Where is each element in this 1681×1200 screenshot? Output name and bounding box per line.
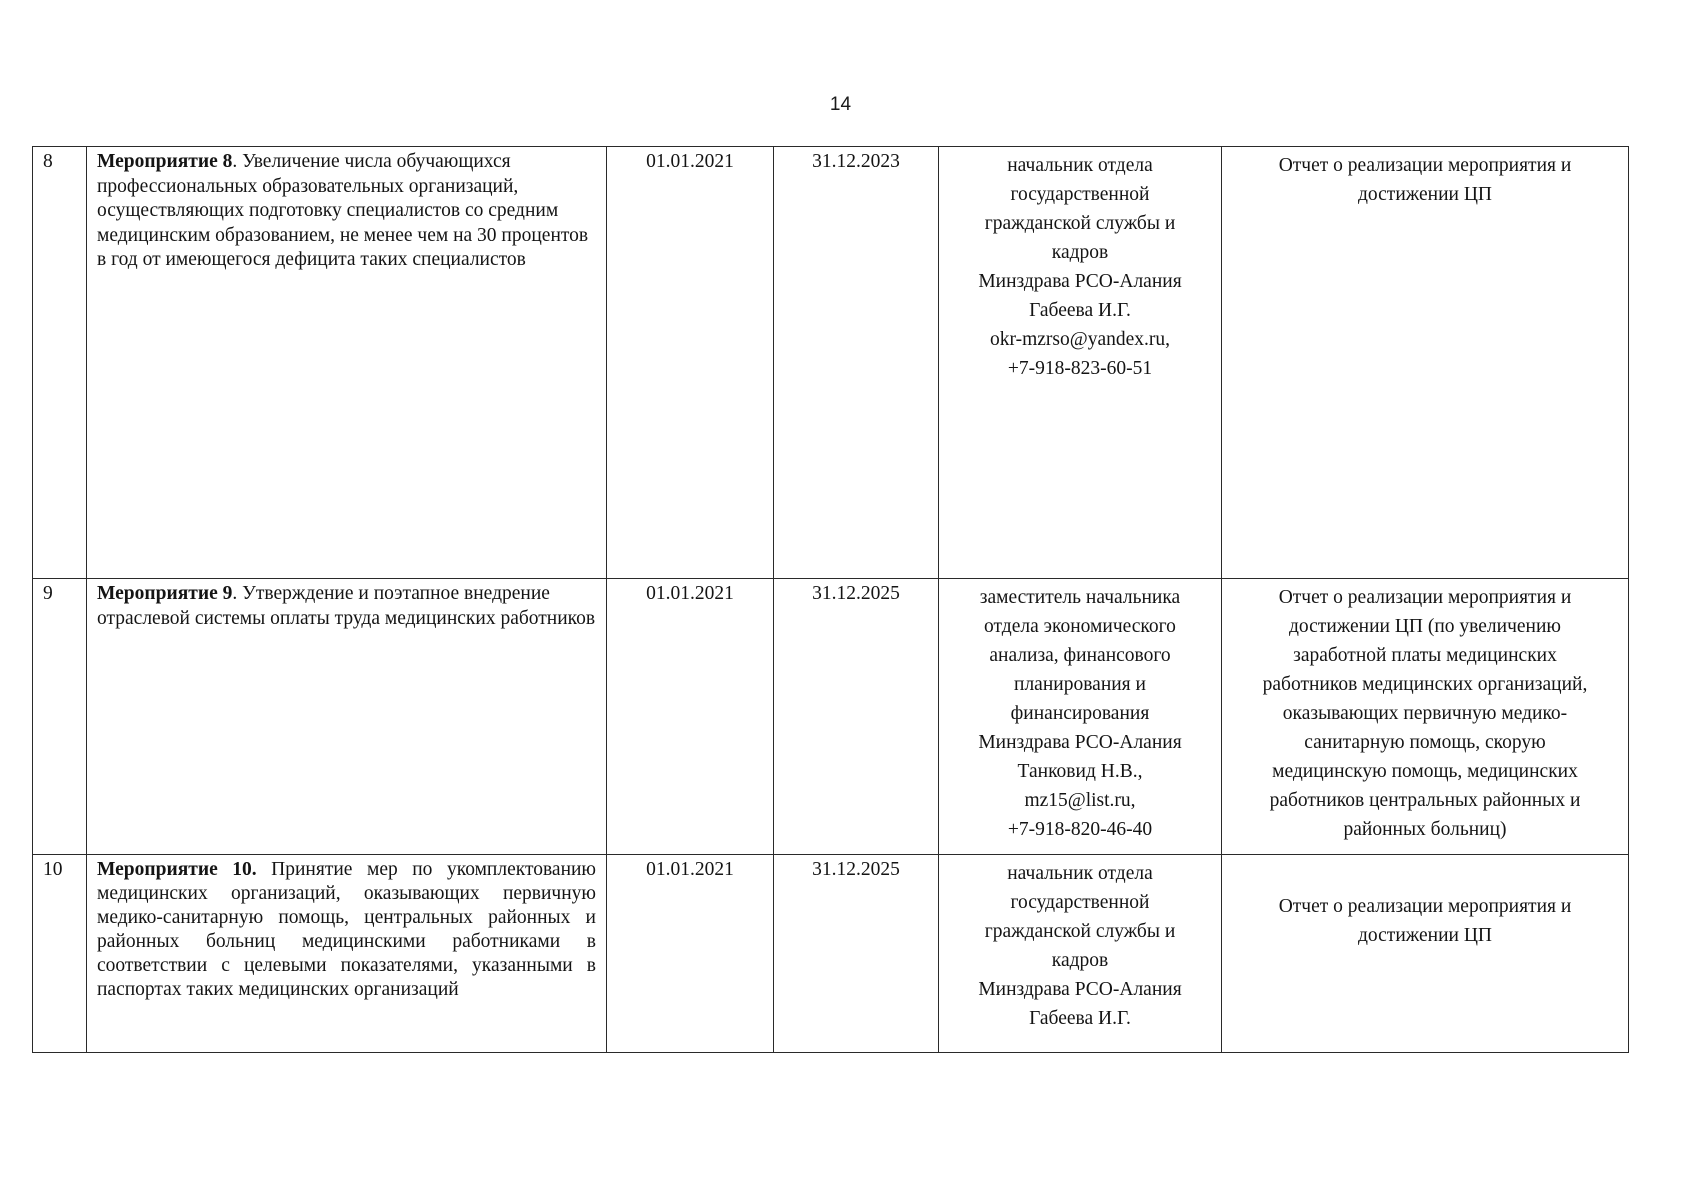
expected-result (1222, 579, 1629, 855)
responsible-line: Минздрава РСО-Алания (978, 732, 1182, 753)
responsible-line: государственной (1010, 892, 1150, 913)
responsible-line: анализа, финансового (989, 645, 1171, 666)
activity-text: . Утверждение и поэтапное внедрение отраслевой системы оплаты труда медицинских работников (97, 583, 596, 629)
result-line: районных больниц) (1343, 819, 1507, 840)
result-line: заработной платы медицинских (1293, 645, 1557, 666)
activity-description (87, 855, 607, 1053)
responsible-email: okr-mzrso@yandex.ru, (989, 329, 1170, 350)
result-line: работников центральных районных и (1269, 790, 1581, 811)
responsible-phone: +7-918-820-46-40 (1007, 819, 1153, 840)
responsible-line: государственной (1010, 184, 1150, 205)
page-number: 14 (829, 94, 852, 115)
responsible-line: кадров (1051, 950, 1109, 971)
end-date: 31.12.2025 (774, 855, 939, 1053)
activities-table (32, 146, 1629, 1053)
end-date: 31.12.2025 (774, 579, 939, 855)
table-row (33, 855, 1629, 1053)
responsible-line: планирования и (1014, 674, 1146, 695)
responsible-line: отдела экономического (984, 616, 1176, 637)
end-date: 31.12.2023 (774, 147, 939, 579)
activity-text: . Увеличение числа обучающихся профессиональных образовательных организаций, осуществляющих подготовку специалистов со средним медицинским образованием, не менее чем на 30 процентов в год от имеющегося дефицита таких специалистов (97, 151, 589, 270)
activity-title: Мероприятие 10. (97, 859, 257, 880)
expected-result (1222, 855, 1629, 1053)
responsible-line: финансирования (1010, 703, 1150, 724)
result-line: Отчет о реализации мероприятия и (1278, 896, 1572, 917)
responsible-phone: +7-918-823-60-51 (1007, 358, 1153, 379)
activity-description (87, 147, 607, 579)
start-date: 01.01.2021 (607, 579, 774, 855)
row-number: 8 (33, 147, 87, 579)
responsible-person (939, 855, 1222, 1053)
responsible-line: Габеева И.Г. (1029, 300, 1131, 321)
responsible-email: mz15@list.ru, (1024, 790, 1136, 811)
responsible-line: начальник отдела (1007, 863, 1153, 884)
responsible-person (939, 579, 1222, 855)
result-line: Отчет о реализации мероприятия и (1278, 587, 1572, 608)
responsible-line: Габеева И.Г. (1029, 1008, 1131, 1029)
table-row (33, 579, 1629, 855)
result-line: оказывающих первичную медико- (1282, 703, 1568, 724)
result-line: достижении ЦП (1358, 925, 1492, 946)
expected-result (1222, 147, 1629, 579)
activity-title: Мероприятие 8 (97, 151, 233, 172)
result-line: работников медицинских организаций, (1262, 674, 1588, 695)
start-date: 01.01.2021 (607, 855, 774, 1053)
result-line: достижении ЦП (1358, 184, 1492, 205)
responsible-person (939, 147, 1222, 579)
responsible-line: кадров (1051, 242, 1109, 263)
table-row (33, 147, 1629, 579)
responsible-line: гражданской службы и (984, 921, 1176, 942)
result-block (1230, 892, 1620, 950)
responsible-line: начальник отдела (1007, 155, 1153, 176)
start-date: 01.01.2021 (607, 147, 774, 579)
result-line: санитарную помощь, скорую (1304, 732, 1546, 753)
responsible-line: гражданской службы и (984, 213, 1176, 234)
responsible-line: Минздрава РСО-Алания (978, 271, 1182, 292)
activity-text: Принятие мер по укомплектованию медицинских организаций, оказывающих первичную медико-санитарную помощь, центральных районных и районных больниц медицинскими работниками в соответствии с целевыми показателями, указанными в паспортах таких медицинских организаций (97, 859, 597, 1000)
responsible-line: заместитель начальника (979, 587, 1181, 608)
row-number: 10 (33, 855, 87, 1053)
result-line: Отчет о реализации мероприятия и (1278, 155, 1572, 176)
activity-title: Мероприятие 9 (97, 583, 233, 604)
responsible-line: Танковид Н.В., (1017, 761, 1143, 782)
row-number: 9 (33, 579, 87, 855)
result-line: медицинскую помощь, медицинских (1272, 761, 1578, 782)
responsible-line: Минздрава РСО-Алания (978, 979, 1182, 1000)
activity-description (87, 579, 607, 855)
result-line: достижении ЦП (по увеличению (1289, 616, 1561, 637)
